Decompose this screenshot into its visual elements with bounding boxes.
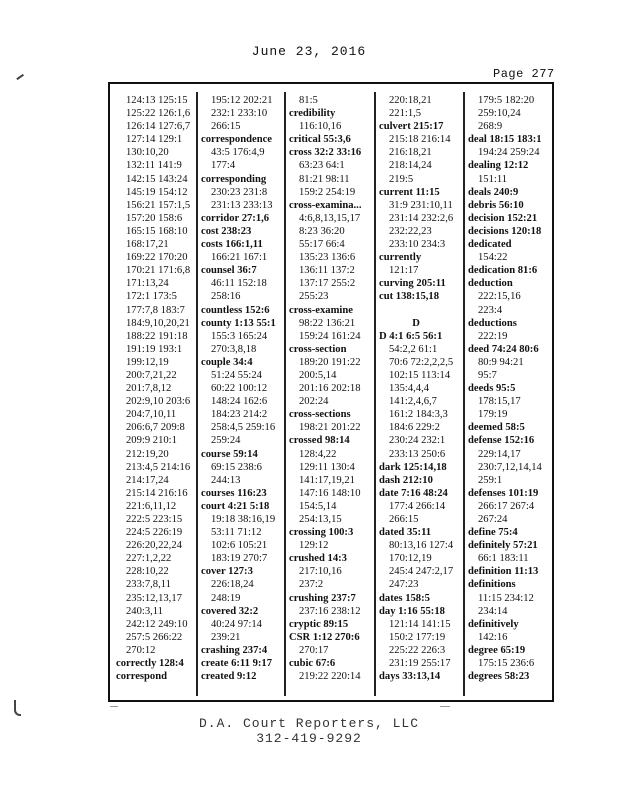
index-term: days 33:13,14 [379,671,441,683]
index-reference: 125:22 126:1,6 [126,108,191,120]
index-reference: 127:14 129:1 [126,134,183,146]
column-divider [284,92,286,696]
index-reference: 268:9 [478,121,503,133]
index-reference: 259:1 [478,474,503,486]
index-column-2 [201,94,276,683]
index-reference: 142:15 143:24 [126,173,188,185]
index-reference: 191:19 193:1 [126,343,183,355]
index-reference: 168:17,21 [126,239,169,251]
index-term: curving 205:11 [379,278,446,290]
index-reference: 150:2 177:19 [389,631,446,643]
index-reference: 235:12,13,17 [126,592,182,604]
index-term: defense 152:16 [468,435,535,447]
index-reference: 234:14 [478,605,508,617]
index-reference: 222:5 223:15 [126,514,183,525]
index-term: cross-sections [289,409,351,421]
index-term: dash 212:10 [379,474,433,486]
page-number: Page 277 [493,67,555,81]
index-term: currently [379,252,422,264]
index-reference: 63:23 64:1 [299,160,345,172]
index-term: county 1:13 55:1 [201,317,276,329]
index-frame [108,82,554,702]
index-reference: 237:2 [299,579,324,591]
index-term: degrees 58:23 [468,671,530,683]
index-reference: 227:1,2,22 [126,553,172,565]
index-reference: 230:24 232:1 [389,435,446,447]
index-reference: 202:24 [299,396,329,408]
index-reference: 53:11 71:12 [211,527,262,539]
index-term: dealing 12:12 [468,160,529,172]
index-reference: 231:14 232:2,6 [389,212,454,224]
index-reference: 206:6,7 209:8 [126,422,185,434]
index-reference: 215:14 216:16 [126,487,188,499]
index-term: counsel 36:7 [201,265,257,277]
index-reference: 184:9,10,20,21 [126,317,190,329]
index-reference: 270:17 [299,644,329,656]
index-term: crossing 100:3 [289,527,354,539]
index-reference: 19:18 38:16,19 [211,514,276,525]
index-term: critical 55:3,6 [289,134,351,146]
index-reference: 216:18,21 [389,147,432,159]
index-reference: 242:12 249:10 [126,618,188,630]
index-term: cross-section [289,343,347,355]
index-reference: 129:11 130:4 [299,461,355,473]
index-reference: 266:17 267:4 [478,500,535,512]
index-reference: 219:5 [389,173,414,185]
index-reference: 145:19 154:12 [126,186,188,198]
index-term: correctly 128:4 [116,658,184,670]
index-reference: 201:16 202:18 [299,383,361,395]
index-reference: 257:5 266:22 [126,631,183,643]
scan-mark [440,706,450,707]
index-term: debris 56:10 [468,199,524,211]
index-reference: 212:19,20 [126,448,169,460]
index-term: degree 65:19 [468,644,526,656]
index-reference: 221:6,11,12 [126,500,177,512]
index-term: crushed 14:3 [289,553,347,565]
index-reference: 126:14 127:6,7 [126,121,191,133]
index-reference: 43:5 176:4,9 [211,147,265,159]
index-reference: 161:2 184:3,3 [389,409,448,421]
index-term: deduction [468,278,513,290]
index-reference: 175:15 236:6 [478,658,535,670]
index-term: deal 18:15 183:1 [468,134,542,146]
index-term: definitively [468,618,519,630]
index-term: definition 11:13 [468,566,539,578]
index-term: culvert 215:17 [379,121,444,133]
court-reporter-phone: 312-419-9292 [256,731,362,746]
index-column-1 [116,94,190,683]
index-reference: 128:4,22 [299,448,337,460]
index-reference: 219:22 220:14 [299,671,361,683]
index-reference: 189:20 191:22 [299,356,361,368]
index-reference: 258:4,5 259:16 [211,422,276,434]
index-term: definitely 57:21 [468,540,538,552]
index-reference: 215:18 216:14 [389,134,451,146]
index-reference: 247:23 [389,579,419,591]
index-reference: 8:23 36:20 [299,225,345,237]
index-term: cost 238:23 [201,225,252,237]
index-reference: 81:21 98:11 [299,173,350,185]
index-reference: 200:7,21,22 [126,369,177,381]
index-reference: 170:12,19 [389,553,432,565]
index-reference: 226:18,24 [211,579,254,591]
scan-mark [110,706,118,707]
index-reference: 258:16 [211,291,241,303]
index-reference: 179:19 [478,409,508,421]
index-reference: 232:1 233:10 [211,108,268,120]
column-divider [463,92,465,696]
index-reference: 244:13 [211,474,241,486]
index-reference: 222:15,16 [478,291,521,303]
index-term: crushing 237:7 [289,592,356,604]
index-reference: 135:4,4,4 [389,383,430,395]
column-divider [374,92,376,696]
index-reference: 209:9 210:1 [126,435,177,447]
index-reference: 159:2 254:19 [299,186,356,198]
index-term: CSR 1:12 270:6 [289,631,360,643]
index-column-5 [468,94,542,683]
footer [0,716,618,746]
index-term: dark 125:14,18 [379,461,447,473]
index-reference: 177:4 266:14 [389,500,446,512]
index-reference: 121:14 141:15 [389,618,451,630]
index-term: corresponding [201,173,267,185]
index-term: dates 158:5 [379,592,430,604]
index-reference: 69:15 238:6 [211,461,262,473]
index-reference: 179:5 182:20 [478,95,535,106]
transcript-date: June 23, 2016 [251,44,367,59]
index-reference: 224:5 226:19 [126,527,183,539]
index-term: court 4:21 5:18 [201,500,270,512]
index-reference: 157:20 158:6 [126,212,183,224]
index-reference: 141:17,19,21 [299,474,355,486]
index-term: current 11:15 [379,186,440,198]
index-reference: 240:3,11 [126,605,163,617]
index-reference: 218:14,24 [389,160,432,172]
index-term: create 6:11 9:17 [201,658,272,670]
index-reference: 142:16 [478,631,508,643]
index-reference: 11:15 234:12 [478,592,534,604]
index-term: deemed 58:5 [468,422,525,434]
index-reference: 116:10,16 [299,121,342,133]
index-reference: 255:23 [299,291,329,303]
index-reference: 220:18,21 [389,95,432,106]
index-term: course 59:14 [201,448,258,460]
index-reference: 233:10 234:3 [389,239,446,251]
index-reference: 266:15 [211,121,241,133]
index-reference: 194:24 259:24 [478,147,540,159]
index-reference: 239:21 [211,631,241,643]
index-term: D 4:1 6:5 56:1 [379,330,443,342]
index-reference: 233:7,8,11 [126,579,171,591]
index-reference: 172:1 173:5 [126,291,177,303]
index-term: correspondence [201,134,273,146]
index-reference: 259:10,24 [478,108,521,120]
index-term: costs 166:1,11 [201,239,263,251]
index-term: cross 32:2 33:16 [289,147,362,159]
index-reference: 230:7,12,14,14 [478,461,542,473]
index-reference: 81:5 [299,95,318,106]
index-reference: 248:19 [211,592,241,604]
index-reference: 199:12,19 [126,356,169,368]
index-reference: 223:4 [478,304,503,316]
index-reference: 95:7 [478,369,497,381]
index-term: cubic 67:6 [289,658,336,670]
stray-mark [16,74,23,80]
index-reference: 156:21 157:1,5 [126,199,191,211]
index-reference: 226:20,22,24 [126,540,182,552]
index-reference: 178:15,17 [478,396,521,408]
index-reference: 169:22 170:20 [126,252,188,264]
index-reference: 233:13 250:6 [389,448,446,460]
spacer [379,304,453,317]
column-divider [196,92,198,696]
index-reference: 102:6 105:21 [211,540,268,552]
index-reference: 165:15 168:10 [126,225,188,237]
index-reference: 137:17 255:2 [299,278,356,290]
index-reference: 155:3 165:24 [211,330,268,342]
index-reference: 270:3,8,18 [211,343,257,355]
index-term: covered 32:2 [201,605,259,617]
index-reference: 184:6 229:2 [389,422,440,434]
index-term: credibility [289,108,336,120]
index-reference: 31:9 231:10,11 [389,199,453,211]
index-term: crashing 237:4 [201,644,268,656]
index-term: countless 152:6 [201,304,270,316]
index-reference: 135:23 136:6 [299,252,356,264]
index-term: deeds 95:5 [468,383,516,395]
index-reference: 51:24 55:24 [211,369,262,381]
index-reference: 270:12 [126,644,156,656]
index-reference: 151:11 [478,173,508,185]
index-reference: 121:17 [389,265,419,277]
index-reference: 130:10,20 [126,147,169,159]
index-reference: 266:15 [389,514,419,525]
index-reference: 188:22 191:18 [126,330,188,342]
index-reference: 213:4,5 214:16 [126,461,191,473]
index-term: cut 138:15,18 [379,291,440,303]
index-reference: 217:10,16 [299,566,342,578]
index-reference: 148:24 162:6 [211,396,268,408]
index-term: dated 35:11 [379,527,432,539]
index-reference: 245:4 247:2,17 [389,566,454,578]
index-reference: 177:4 [211,160,236,172]
index-reference: 129:12 [299,540,329,552]
index-term: defenses 101:19 [468,487,539,499]
index-reference: 102:15 113:14 [389,369,451,381]
index-reference: 267:24 [478,514,508,525]
index-term: cover 127:3 [201,566,253,578]
index-reference: 230:23 231:8 [211,186,268,198]
index-column-3 [289,94,361,683]
index-reference: 80:13,16 127:4 [389,540,454,552]
index-term: dedicated [468,239,512,251]
index-term: deductions [468,317,517,329]
index-reference: 55:17 66:4 [299,239,345,251]
index-reference: 259:24 [211,435,241,447]
index-term: deed 74:24 80:6 [468,343,539,355]
index-reference: 170:21 171:6,8 [126,265,191,277]
index-reference: 154:22 [478,252,508,264]
index-reference: 54:2,2 61:1 [389,343,438,355]
index-reference: 46:11 152:18 [211,278,267,290]
index-reference: 202:9,10 203:6 [126,396,191,408]
index-reference: 136:11 137:2 [299,265,355,277]
index-term: courses 116:23 [201,487,267,499]
index-term: definitions [468,579,516,591]
index-reference: 184:23 214:2 [211,409,268,421]
index-reference: 171:13,24 [126,278,169,290]
stray-mark [14,700,21,716]
index-reference: 237:16 238:12 [299,605,361,617]
index-term: deals 240:9 [468,186,519,198]
index-reference: 166:21 167:1 [211,252,268,264]
index-reference: 141:2,4,6,7 [389,396,437,408]
index-reference: 159:24 161:24 [299,330,361,342]
index-reference: 229:14,17 [478,448,521,460]
index-term: dedication 81:6 [468,265,538,277]
index-term: decision 152:21 [468,212,538,224]
index-reference: 198:21 201:22 [299,422,361,434]
index-reference: 154:5,14 [299,500,337,512]
index-term: day 1:16 55:18 [379,605,445,617]
index-reference: 177:7,8 183:7 [126,304,185,316]
index-reference: 201:7,8,12 [126,383,172,395]
index-reference: 124:13 125:15 [126,95,188,106]
index-reference: 98:22 136:21 [299,317,356,329]
index-term: date 7:16 48:24 [379,487,448,499]
letter-heading: D [412,317,420,329]
index-term: cryptic 89:15 [289,618,349,630]
index-reference: 183:19 270:7 [211,553,268,565]
index-reference: 231:13 233:13 [211,199,273,211]
index-reference: 204:7,10,11 [126,409,177,421]
index-term: corridor 27:1,6 [201,212,270,224]
index-reference: 132:11 141:9 [126,160,182,172]
index-reference: 80:9 94:21 [478,356,524,368]
index-reference: 225:22 226:3 [389,644,446,656]
index-reference: 200:5,14 [299,369,337,381]
index-reference: 232:22,23 [389,225,432,237]
index-column-4 [379,94,453,683]
index-reference: 221:1,5 [389,108,422,120]
index-reference: 222:19 [478,330,508,342]
index-reference: 4:6,8,13,15,17 [299,212,361,224]
index-term: define 75:4 [468,527,518,539]
index-reference: 66:1 183:11 [478,553,529,565]
index-reference: 70:6 72:2,2,2,5 [389,356,454,368]
index-term: couple 34:4 [201,356,253,368]
index-reference: 60:22 100:12 [211,383,268,395]
index-term: cross-examina... [289,199,362,211]
index-term: correspond [116,671,168,683]
index-term: crossed 98:14 [289,435,350,447]
index-reference: 254:13,15 [299,514,342,525]
court-reporter-name: D.A. Court Reporters, LLC [198,716,420,731]
index-reference: 147:16 148:10 [299,487,361,499]
index-term: created 9:12 [201,671,257,683]
index-reference: 231:19 255:17 [389,658,451,670]
index-term: decisions 120:18 [468,225,542,237]
index-reference: 214:17,24 [126,474,169,486]
index-term: cross-examine [289,304,353,316]
index-reference: 195:12 202:21 [211,95,273,106]
index-reference: 40:24 97:14 [211,618,262,630]
index-reference: 228:10,22 [126,566,169,578]
